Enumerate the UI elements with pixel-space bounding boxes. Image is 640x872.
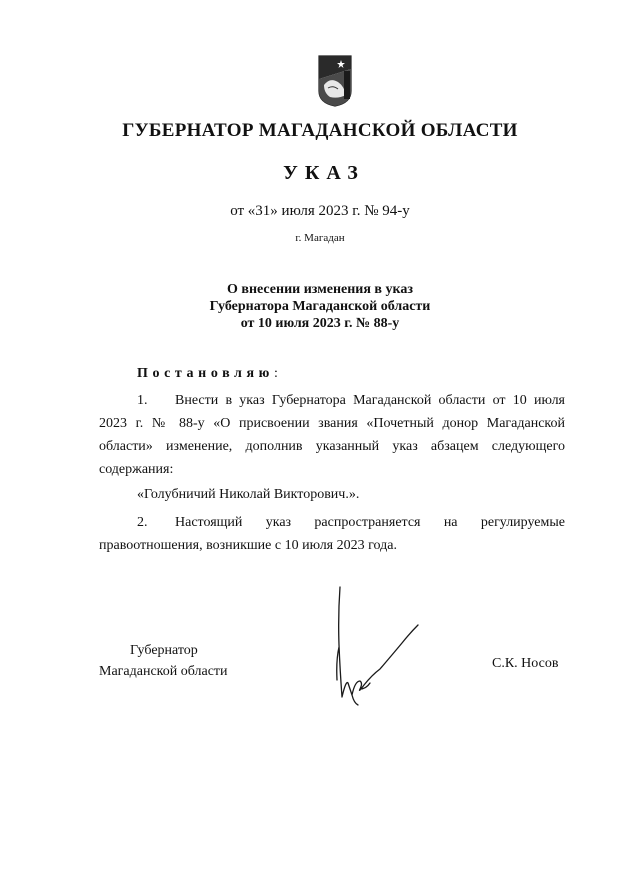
signatory-title: [99, 640, 228, 682]
resolve-colon: :: [273, 366, 278, 381]
decree-subject: [0, 281, 640, 332]
resolve-word: Постановляю: [137, 366, 274, 381]
decree-item-1: [99, 389, 565, 481]
subject-line: от 10 июля 2023 г. № 88-у: [240, 316, 400, 331]
item-text: Внести в указ Губернатора Магаданской области от 10 июля 2023 г. № 88-у «О присвоении звания «Почетный донор Магаданской области» изменение, дополнив указанный указ абзацем следующего содержания:: [99, 393, 565, 477]
decree-heading: УКАЗ: [283, 162, 365, 184]
subject-line: Губернатора Магаданской области: [209, 299, 431, 314]
item-number: 1.: [137, 393, 148, 408]
handwritten-signature: [330, 585, 430, 710]
item-text: Настоящий указ распространяется на регулируемые правоотношения, возникшие с 10 июля 2023 года.: [99, 515, 565, 553]
decree-city: г. Магадан: [295, 232, 345, 244]
governor-heading: ГУБЕРНАТОР МАГАДАНСКОЙ ОБЛАСТИ: [122, 120, 518, 141]
signatory-title-line: Магаданской области: [99, 664, 228, 679]
resolve-statement: [137, 366, 278, 382]
quoted-paragraph: «Голубничий Николай Викторович.».: [137, 487, 360, 502]
subject-line: О внесении изменения в указ: [227, 282, 413, 297]
signatory-title-line: Губернатор: [130, 643, 198, 658]
coat-of-arms-icon: [318, 55, 352, 107]
signatory-name: С.К. Носов: [492, 656, 559, 671]
decree-item-2: [99, 511, 565, 557]
decree-date-number: от «31» июля 2023 г. № 94-у: [230, 203, 410, 219]
item-number: 2.: [137, 515, 148, 530]
